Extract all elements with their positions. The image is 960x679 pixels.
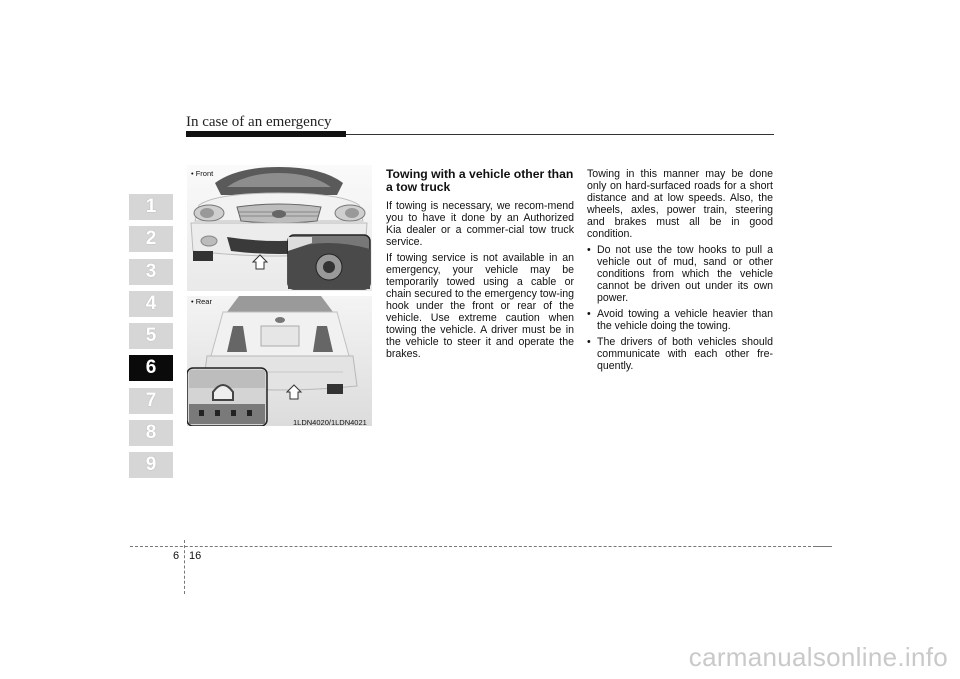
- chapter-tab-7[interactable]: 7: [129, 388, 173, 414]
- chapter-tab-9[interactable]: 9: [129, 452, 173, 478]
- text-column-1: [386, 168, 574, 364]
- footer-divider: [184, 540, 185, 594]
- chapter-tab-3[interactable]: 3: [129, 259, 173, 285]
- rear-car-illustration: [187, 296, 372, 426]
- footer-rule-end: [816, 546, 832, 547]
- paragraph: If towing service is not available in an emergency, your vehicle may be temporarily towed using a cable or chain secured to the emergency tow-ing hook under the front or rear of the vehicle. Use extreme caution when towing the vehicle. A driver must be in the vehicle to steer it and operate the brakes.: [386, 252, 574, 360]
- chapter-tab-5[interactable]: 5: [129, 323, 173, 349]
- front-label: • Front: [191, 169, 214, 178]
- chapter-tab-1[interactable]: 1: [129, 194, 173, 220]
- chapter-tab-6[interactable]: 6: [129, 355, 173, 381]
- chapter-tabs: [129, 194, 173, 485]
- tow-hook-figure: [187, 165, 372, 426]
- list-item: • Do not use the tow hooks to pull a vehicle out of mud, sand or other conditions from which the vehicle cannot be driven out under its own power.: [587, 244, 773, 304]
- chapter-tab-2[interactable]: 2: [129, 226, 173, 252]
- list-item: • Avoid towing a vehicle heavier than the vehicle doing the towing.: [587, 308, 773, 332]
- header-rule: [346, 134, 774, 135]
- front-car-photo: [187, 165, 372, 291]
- section-title: In case of an emergency: [186, 114, 332, 130]
- footer-rule: [130, 546, 816, 547]
- rear-label: • Rear: [191, 297, 212, 306]
- watermark: carmanualsonline.info: [688, 642, 948, 672]
- header-bar: [186, 131, 346, 137]
- bullet-list: [587, 244, 773, 372]
- text-column-2: [587, 168, 773, 376]
- section-heading: Towing with a vehicle other than a tow truck: [386, 167, 574, 194]
- page-number: 16: [189, 550, 202, 562]
- rear-car-photo: [187, 296, 372, 426]
- chapter-tab-4[interactable]: 4: [129, 291, 173, 317]
- front-car-illustration: [187, 165, 372, 291]
- list-item: • The drivers of both vehicles should communicate with each other fre-quently.: [587, 336, 773, 372]
- paragraph: If towing is necessary, we recom-mend you to have it done by an Authorized Kia dealer or a commer-cial tow truck service.: [386, 200, 574, 248]
- paragraph: Towing in this manner may be done only on hard-surfaced roads for a short distance and at low speeds. Also, the wheels, axles, power train, steering and brakes must all be in good condition.: [587, 168, 773, 240]
- figure-code: 1LDN4020/1LDN4021: [293, 418, 367, 427]
- page-chapter-number: 6: [173, 550, 180, 562]
- chapter-tab-8[interactable]: 8: [129, 420, 173, 446]
